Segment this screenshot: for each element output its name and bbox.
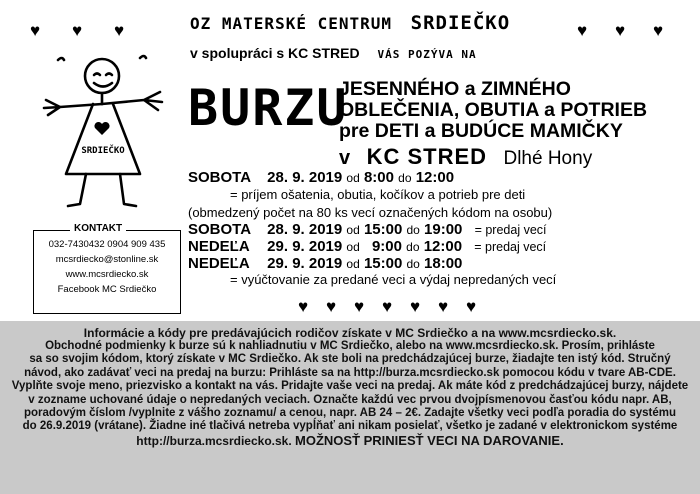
schedule-do: do <box>406 257 420 271</box>
venue-name: KC STRED <box>366 144 488 169</box>
schedule-day: NEDEĽA <box>188 255 250 272</box>
heart-icon: ♥ <box>438 297 449 316</box>
info-line <box>0 434 700 448</box>
schedule-note: = príjem ošatenia, obutia, kočíkov a potrieb pre deti <box>230 187 526 202</box>
contact-phones: 032-7430432 0904 909 435 <box>48 239 166 250</box>
info-line: Obchodné podmienky k burze sú k nahliadnutiu v MC Srdiečko, alebo na www.mcsrdiecko.sk. Prosím, prihláste <box>45 340 655 352</box>
venue-line <box>339 144 592 170</box>
schedule-note: = predaj vecí <box>474 240 547 254</box>
schedule-date: 28. 9. 2019 <box>267 169 343 186</box>
schedule-row <box>188 238 546 255</box>
schedule-od: od <box>346 257 360 271</box>
cooperation-text: v spolupráci s KC STRED <box>190 45 360 61</box>
schedule-note: (obmedzený počet na 80 ks vecí označených kódom na osobu) <box>188 205 553 220</box>
schedule-from: 9:00 <box>371 238 402 255</box>
info-line: Informácie a kódy pre predávajúcich rodičov získate v MC Srdiečko a na www.mcsrdiecko.sk. <box>83 326 617 340</box>
contact-facebook[interactable]: Facebook MC Srdiečko <box>57 284 157 295</box>
heart-icon: ♥ <box>615 21 626 40</box>
headline-1: JESENNÉHO a ZIMNÉHO <box>339 78 571 100</box>
info-line: návod, ako zadávať veci na predaj na burzu: Prihláste sa na http://burza.mcsrdiecko.sk pomocou kódu v tvare AB-CDE. <box>24 366 676 379</box>
heart-icon: ♥ <box>72 21 83 40</box>
logo-label: SRDIEČKO <box>81 146 125 156</box>
info-line: poradovým číslom /vyplnite z vášho zoznamu/ a cenou, napr. AB 24 – 2€. Zadajte všetky veci podľa poradia do systému <box>23 407 677 420</box>
organizer-prefix: OZ MATERSKÉ CENTRUM <box>190 14 393 33</box>
heart-icon: ♥ <box>30 21 41 40</box>
schedule-to: 12:00 <box>423 238 463 255</box>
heart-icon: ♥ <box>577 21 588 40</box>
schedule-to: 18:00 <box>424 255 463 272</box>
schedule-date: 28. 9. 2019 <box>267 221 343 238</box>
organizer-name: SRDIEČKO <box>410 12 511 34</box>
schedule-do: do <box>406 240 420 254</box>
srdiecko-logo <box>36 52 170 212</box>
heart-icon: ♥ <box>410 297 421 316</box>
schedule-to: 12:00 <box>415 169 455 186</box>
organizer-line <box>190 12 510 34</box>
cooperation-line <box>190 45 477 61</box>
info-link[interactable]: http://burza.mcsrdiecko.sk. <box>136 433 292 448</box>
schedule-from: 15:00 <box>363 221 403 238</box>
contact-web[interactable]: www.mcsrdiecko.sk <box>65 269 149 280</box>
heart-icon: ♥ <box>354 297 365 316</box>
schedule-from: 15:00 <box>363 255 403 272</box>
schedule-od: od <box>346 240 360 254</box>
event-title: BURZU <box>188 79 349 137</box>
venue-place: Dlhé Hony <box>503 148 593 169</box>
contact-email[interactable]: mcsrdiecko@stonline.sk <box>55 254 159 265</box>
info-line: v zozname uchované údaje o nepredaných veciach. Označte každú vec prvou dvojpísmenovou časťou kódu napr. AB, <box>28 393 672 406</box>
schedule-day: SOBOTA <box>188 169 252 186</box>
schedule-from: 8:00 <box>363 169 394 186</box>
info-line: Vyplňte svoje meno, priezvisko a kontakt na vás. Pridajte vaše veci na predaj. Ak máte kód z predchádzajúcej burzy, nájdete <box>11 380 689 393</box>
schedule-do: do <box>398 171 412 185</box>
info-line: sa so svojim kódom, ktorý získate v MC Srdiečko. Ak ste boli na predchádzajúcej burze, žiadajte ten istý kód. Stručný <box>29 353 671 366</box>
schedule-note: = predaj vecí <box>474 223 547 237</box>
info-line: do 26.9.2019 (vrátane). Žiadne iné tlačivá netreba vypĺňať ani nikam posielať, všetko je zadané v elektronickom systéme <box>22 420 678 433</box>
info-donation: MOŽNOSŤ PRINIESŤ VECI NA DAROVANIE. <box>295 432 564 448</box>
schedule-date: 29. 9. 2019 <box>267 238 343 255</box>
schedule-to: 19:00 <box>424 221 463 238</box>
heart-icon: ♥ <box>382 297 393 316</box>
schedule-row <box>188 255 462 272</box>
info-panel <box>0 321 700 494</box>
schedule-day: SOBOTA <box>188 221 252 238</box>
heart-icon: ♥ <box>326 297 337 316</box>
schedule-date: 29. 9. 2019 <box>267 255 343 272</box>
headline-3: pre DETI a BUDÚCE MAMIČKY <box>339 120 623 142</box>
schedule-row <box>188 169 454 186</box>
schedule-row <box>188 221 547 238</box>
heart-icon: ♥ <box>466 297 477 316</box>
schedule-day: NEDEĽA <box>188 238 250 255</box>
contact-title: KONTAKT <box>70 222 126 236</box>
heart-icon: ♥ <box>653 21 664 40</box>
schedule-od: od <box>346 223 360 237</box>
venue-prefix: v <box>339 147 351 169</box>
schedule-do: do <box>406 223 420 237</box>
invite-text: VÁS POZÝVA NA <box>377 48 477 61</box>
schedule-od: od <box>346 171 360 185</box>
schedule-note: = vyúčtovanie za predané veci a výdaj nepredaných vecí <box>230 272 557 287</box>
heart-icon: ♥ <box>114 21 125 40</box>
contact-box <box>33 223 181 314</box>
headline-2: OBLEČENIA, OBUTIA a POTRIEB <box>339 99 648 121</box>
heart-icon: ♥ <box>298 297 309 316</box>
